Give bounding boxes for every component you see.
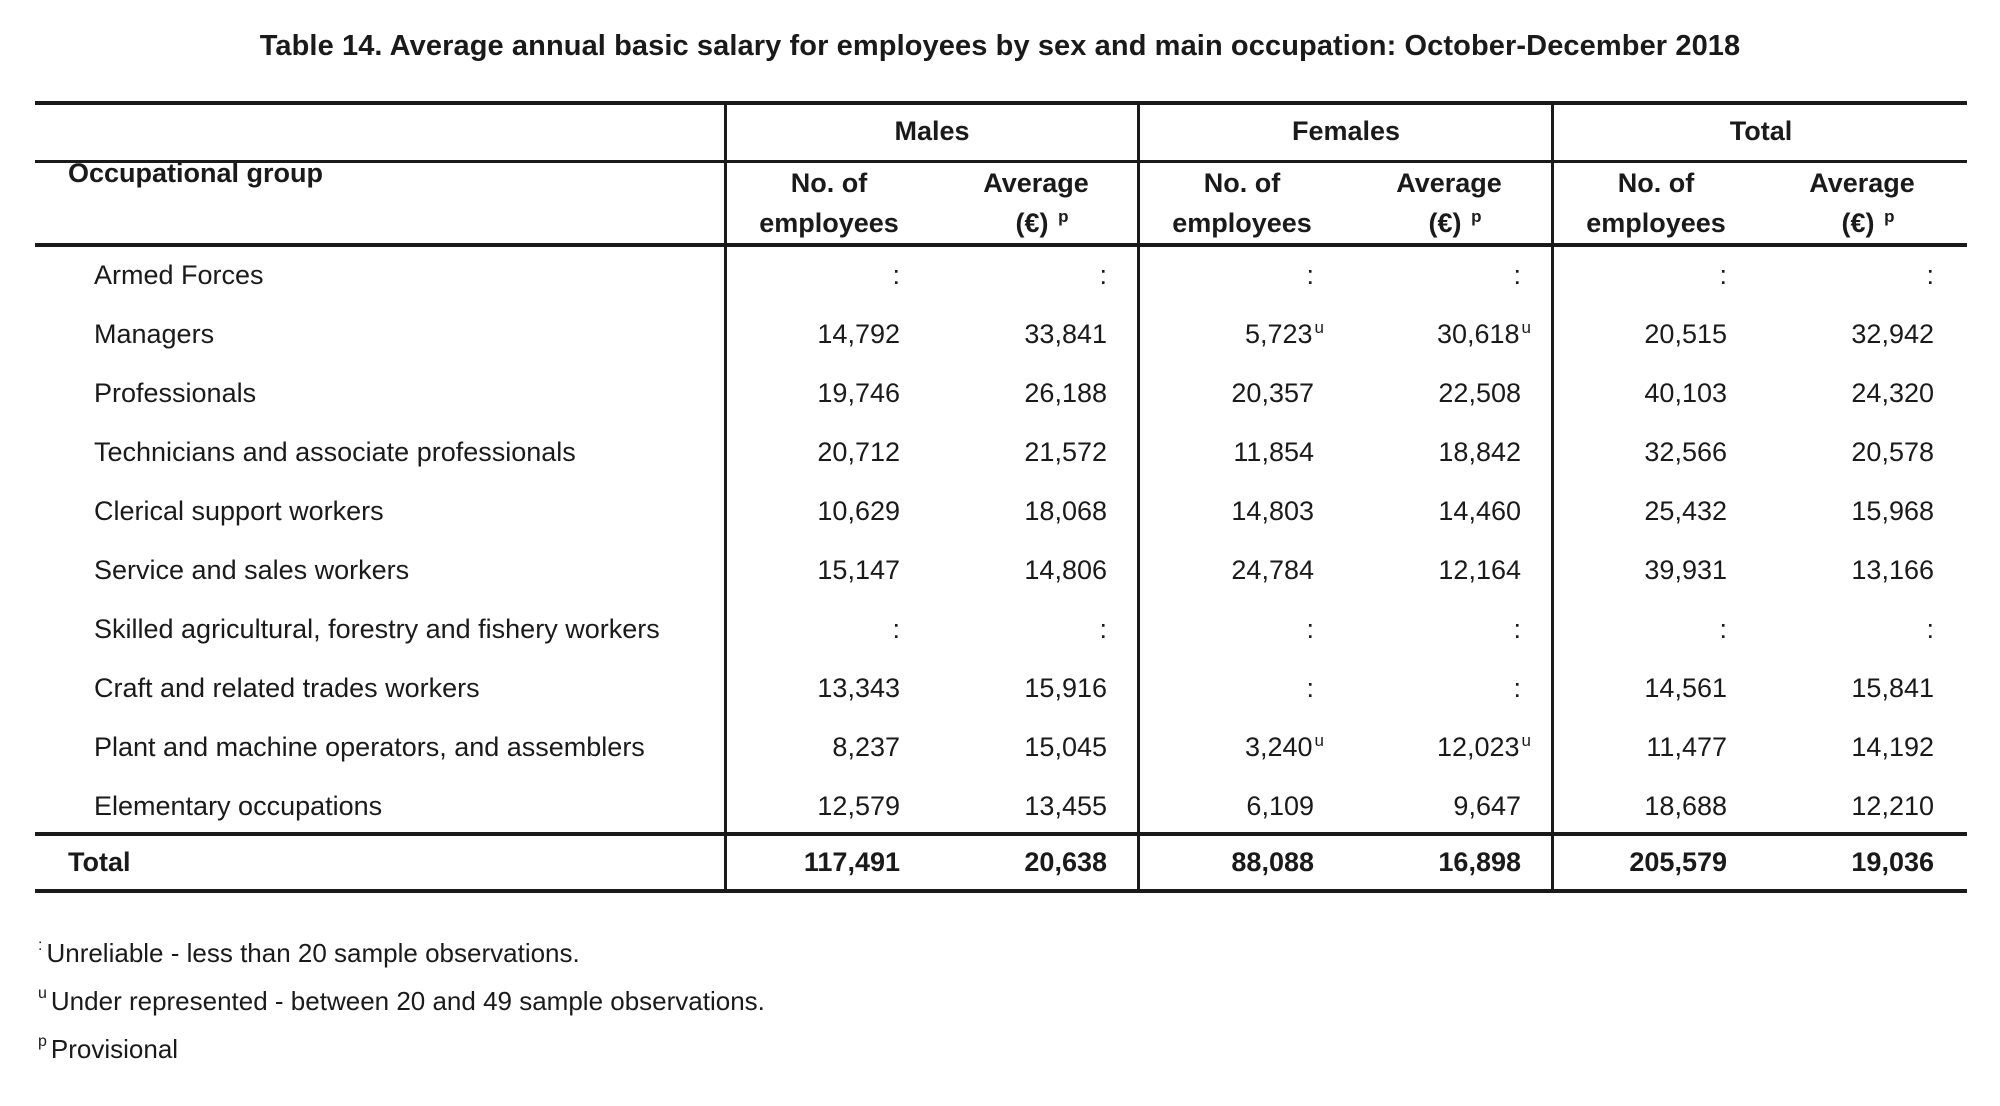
row-label: Skilled agricultural, forestry and fishery workers (94, 614, 660, 644)
footnote (38, 985, 765, 1016)
cell-value: 20,357 (1231, 378, 1314, 408)
total-cell: 88,088 (1231, 847, 1314, 877)
table-bottom-rule (35, 889, 1967, 893)
cell-value: : (1513, 673, 1521, 703)
cell-value: 22,508 (1438, 378, 1521, 408)
group-header-total: Total (1729, 116, 1793, 146)
provisional-mark: p (1884, 207, 1895, 226)
total-cell: 20,638 (1024, 847, 1107, 877)
cell-value: : (892, 614, 900, 644)
no-of-header: No. of (1617, 168, 1695, 198)
cell-value: 19,746 (817, 378, 900, 408)
euro-header (1758, 207, 1978, 238)
employees-header: employees (1586, 208, 1726, 238)
cell-value: : (1513, 260, 1521, 290)
cell-value: : (1926, 260, 1934, 290)
cell-value: 20,515 (1644, 319, 1727, 349)
footnote-mark: p (38, 1033, 47, 1050)
cell-value: 21,572 (1024, 437, 1107, 467)
row-label: Technicians and associate professionals (94, 437, 576, 467)
cell-value: 15,916 (1024, 673, 1107, 703)
employees-header: employees (1172, 208, 1312, 238)
cell-value: : (1719, 260, 1727, 290)
average-header: Average (1809, 168, 1915, 198)
cell-value: 11,854 (1233, 437, 1314, 467)
cell-value: : (1926, 614, 1934, 644)
average-header: Average (1396, 168, 1502, 198)
row-label: Professionals (94, 378, 257, 408)
table-cell (857, 734, 1107, 761)
euro-header (1345, 207, 1565, 238)
total-top-rule (35, 832, 1967, 836)
group-header-females: Females (1291, 116, 1401, 146)
euro-label: (€) (1015, 208, 1049, 238)
euro-label: (€) (1841, 208, 1875, 238)
cell-value: 18,688 (1644, 791, 1727, 821)
row-label: Craft and related trades workers (94, 673, 480, 703)
cell-value: 32,566 (1644, 437, 1727, 467)
cell-value: 33,841 (1024, 319, 1107, 349)
cell-value: 18,842 (1438, 437, 1521, 467)
cell-value: : (1306, 260, 1314, 290)
cell-value: 10,629 (817, 496, 900, 526)
cell-value: 15,968 (1851, 496, 1934, 526)
footnote-text: Unreliable - less than 20 sample observations. (46, 938, 580, 968)
row-label: Service and sales workers (94, 555, 410, 585)
row-label: Elementary occupations (94, 791, 383, 821)
employees-header: employees (759, 208, 899, 238)
footnote-text: Provisional (50, 1034, 179, 1064)
cell-value: 11,477 (1646, 732, 1727, 762)
table-cell (1684, 439, 1934, 466)
footnote-mark: : (38, 937, 43, 954)
table-cell (1684, 675, 1934, 702)
footnote-mark: u (38, 985, 47, 1002)
provisional-mark: p (1471, 207, 1482, 226)
average-header: Average (983, 168, 1089, 198)
table-title: Table 14. Average annual basic salary for employees by sex and main occupation: October-December 2018 (259, 30, 1741, 62)
cell-value: 18,068 (1024, 496, 1107, 526)
table-cell (1684, 734, 1934, 761)
cell-value: 3,240 (1244, 732, 1313, 762)
cell-value: 40,103 (1644, 378, 1727, 408)
cell-value: : (892, 260, 900, 290)
table-top-rule (35, 101, 1967, 105)
table-cell (1684, 793, 1934, 820)
cell-value: 8,237 (832, 732, 900, 762)
row-label: Managers (94, 319, 215, 349)
total-cell: 117,491 (803, 847, 900, 877)
cell-value: 32,942 (1851, 319, 1934, 349)
table-cell (1684, 616, 1934, 643)
row-label: Armed Forces (94, 260, 264, 290)
table-cell (1684, 380, 1934, 407)
cell-value: 13,455 (1024, 791, 1107, 821)
table-cell (1684, 321, 1934, 348)
cell-value: 25,432 (1644, 496, 1727, 526)
euro-header (932, 207, 1152, 238)
row-label: Clerical support workers (94, 496, 384, 526)
cell-value: 12,023 (1436, 732, 1520, 762)
cell-value: 20,578 (1851, 437, 1934, 467)
cell-value: 12,210 (1851, 791, 1934, 821)
cell-value: : (1306, 673, 1314, 703)
euro-label: (€) (1428, 208, 1462, 238)
cell-value: 24,784 (1231, 555, 1314, 585)
cell-value: 6,109 (1246, 791, 1314, 821)
cell-value: 14,792 (817, 319, 900, 349)
cell-value: 14,192 (1851, 732, 1934, 762)
cell-value: 30,618 (1436, 319, 1520, 349)
cell-value: 15,841 (1851, 673, 1934, 703)
cell-value: : (1099, 260, 1107, 290)
cell-value: 12,164 (1438, 555, 1521, 585)
cell-value: 15,147 (817, 555, 900, 585)
under-represented-mark: u (1314, 731, 1324, 750)
footnote (38, 937, 580, 968)
cell-value: 13,343 (817, 673, 900, 703)
under-represented-mark: u (1314, 318, 1324, 337)
occupational-group-header: Occupational group (68, 158, 324, 188)
cell-value: : (1099, 614, 1107, 644)
cell-value: : (1513, 614, 1521, 644)
footnote-text: Under represented - between 20 and 49 sample observations. (50, 986, 765, 1016)
table-cell (1684, 262, 1934, 289)
header-bottom-rule (35, 243, 1967, 247)
group-header-males: Males (894, 116, 970, 146)
footnote (38, 1033, 179, 1064)
cell-value: 5,723 (1244, 319, 1313, 349)
no-of-header: No. of (1203, 168, 1281, 198)
cell-value: 39,931 (1644, 555, 1727, 585)
cell-value: : (1719, 614, 1727, 644)
row-label: Plant and machine operators, and assemblers (94, 732, 645, 762)
total-cell: 16,898 (1438, 847, 1521, 877)
group-header-rule (35, 160, 1967, 163)
cell-value: 14,806 (1024, 555, 1107, 585)
cell-value: 14,561 (1644, 673, 1727, 703)
provisional-mark: p (1058, 207, 1069, 226)
cell-value: 12,579 (817, 791, 900, 821)
total-cell: 19,036 (1851, 847, 1934, 877)
under-represented-mark: u (1521, 731, 1531, 750)
cell-value: 15,045 (1024, 732, 1107, 762)
cell-value: 14,460 (1438, 496, 1521, 526)
cell-value: 13,166 (1851, 555, 1934, 585)
table-cell (1684, 498, 1934, 525)
cell-value: 26,188 (1024, 378, 1107, 408)
cell-value: 20,712 (817, 437, 900, 467)
table-cell (857, 321, 1107, 348)
table-cell (1684, 557, 1934, 584)
total-cell: 205,579 (1629, 847, 1727, 877)
under-represented-mark: u (1521, 318, 1531, 337)
cell-value: 14,803 (1231, 496, 1314, 526)
total-label: Total (68, 847, 131, 877)
cell-value: 24,320 (1851, 378, 1934, 408)
cell-value: : (1306, 614, 1314, 644)
cell-value: 9,647 (1453, 791, 1521, 821)
no-of-header: No. of (790, 168, 868, 198)
